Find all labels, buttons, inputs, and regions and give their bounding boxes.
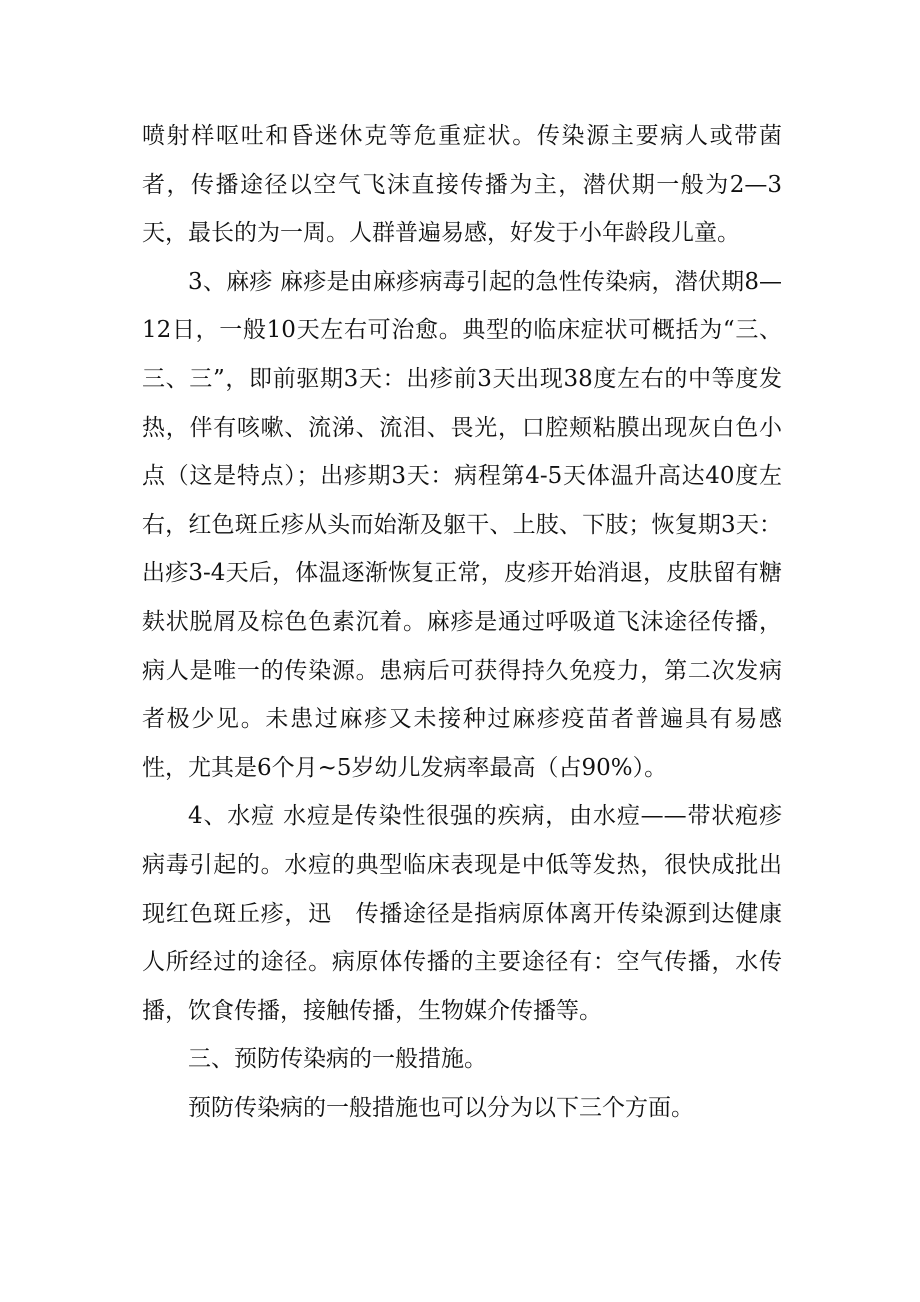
paragraph-prevention-intro: 预防传染病的一般措施也可以分为以下三个方面。	[188, 1094, 694, 1121]
section-heading-prevention: 三、预防传染病的一般措施。	[188, 1046, 487, 1073]
paragraph-meningitis-continued: 喷射样呕吐和昏迷休克等危重症状。传染源主要病人或带菌者，传播途径以空气飞沫直接传播为主，潜伏期一般为2—3天，最长的为一周。人群普遍易感，好发于小年龄段儿童。	[142, 123, 782, 247]
paragraph-chickenpox: 4、水痘 水痘是传染性很强的疾病，由水痘——带状疱疹病毒引起的。水痘的典型临床表现是中低等发热，很快成批出现红色斑丘疹，迅 传播途径是指病原体离开传染源到达健康人所经过的途径。病原体传播的主要途径有：空气传播，水传播，饮食传播，接触传播，生物媒介传播等。	[142, 803, 782, 1024]
document-body	[142, 112, 782, 1132]
paragraph-measles: 3、麻疹 麻疹是由麻疹病毒引起的急性传染病，潜伏期8—12日，一般10天左右可治愈。典型的临床症状可概括为“三、三、三”，即前驱期3天：出疹前3天出现38度左右的中等度发热，伴有咳嗽、流涕、流泪、畏光，口腔颊粘膜出现灰白色小点（这是特点）；出疹期3天：病程第4-5天体温升高达40度左右，红色斑丘疹从头而始渐及躯干、上肢、下肢；恢复期3天：出疹3-4天后，体温逐渐恢复正常，皮疹开始消退，皮肤留有糖麸状脱屑及棕色色素沉着。麻疹是通过呼吸道飞沫途径传播，病人是唯一的传染源。患病后可获得持久免疫力，第二次发病者极少见。未患过麻疹又未接种过麻疹疫苗者普遍具有易感性，尤其是6个月~5岁幼儿发病率最高（占90%）。	[142, 268, 782, 781]
